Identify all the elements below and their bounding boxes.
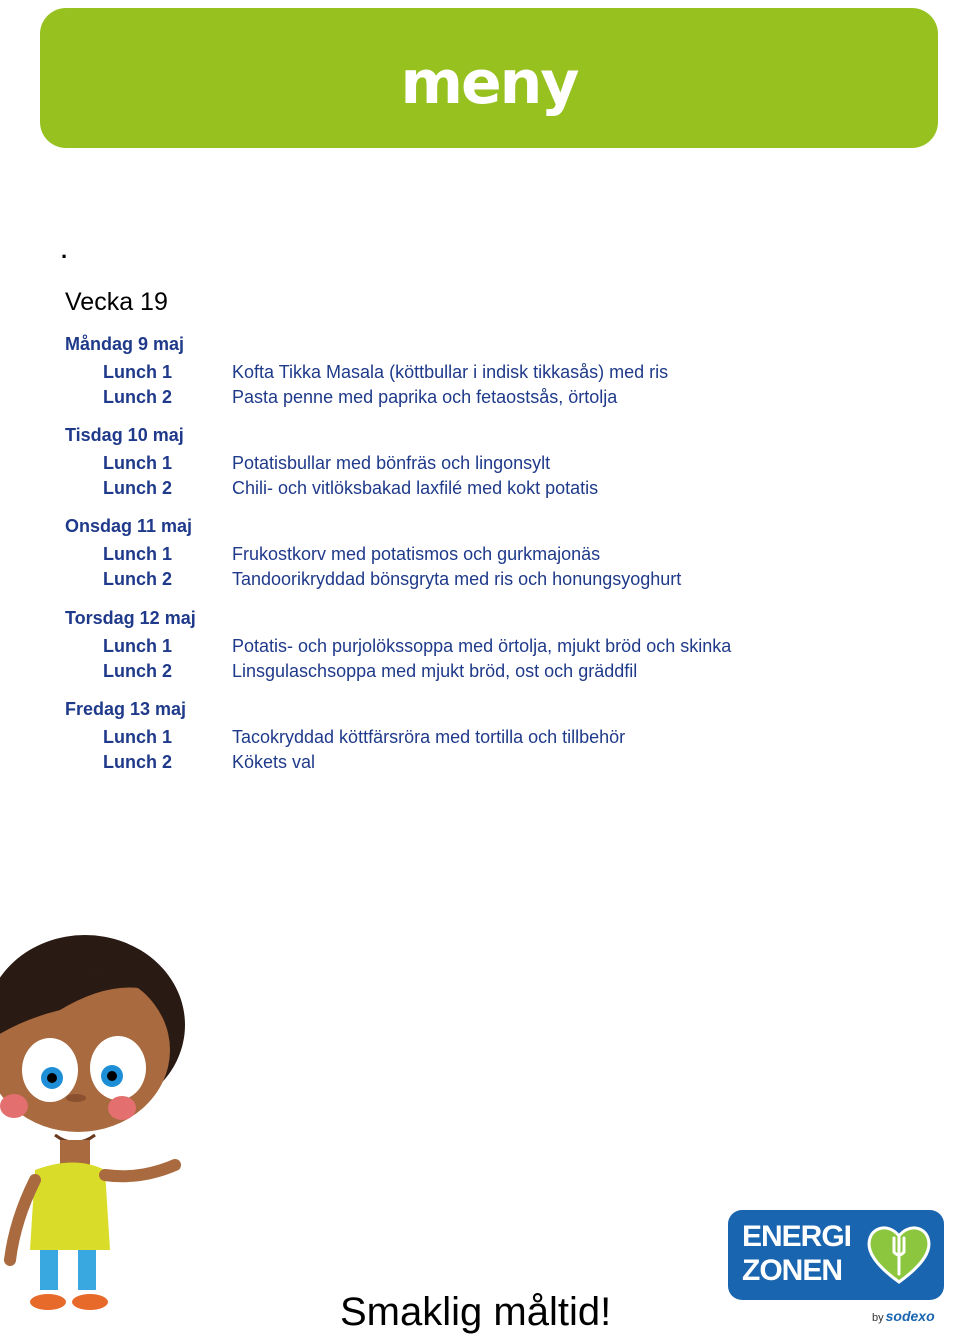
logo-line-1: ENERGI [742,1220,852,1253]
lunch-1-label: Lunch 1 [103,453,173,473]
week-title: Vecka 19 [65,288,168,316]
lunch-2-dish: Chili- och vitlöksbakad laxfilé med kokt potatis [232,478,599,498]
lunch-2-dish: Tandoorikryddad bönsgryta med ris och honungsyoghurt [232,569,682,589]
lunch-2-dish: Pasta penne med paprika och fetaostsås, örtolja [232,387,618,407]
lunch-2-label: Lunch 2 [103,478,173,498]
day-name: Fredag 13 maj [65,699,187,719]
heart-fork-icon [864,1218,934,1288]
header-banner [40,8,938,148]
day-name: Tisdag 10 maj [65,425,184,445]
lunch-1-label: Lunch 1 [103,362,173,382]
marker-dot: . [61,238,68,263]
lunch-1-label: Lunch 1 [103,636,173,656]
day-name: Onsdag 11 maj [65,516,193,536]
lunch-2-label: Lunch 2 [103,569,173,589]
sodexo-byline [872,1308,935,1324]
lunch-1-dish: Potatis- och purjolökssoppa med örtolja, mjukt bröd och skinka [232,636,732,656]
enjoy-meal-message: Smaklig måltid! [340,1290,612,1334]
girl-mascot-illustration [0,930,200,1320]
lunch-1-label: Lunch 1 [103,727,173,747]
logo-line-2: ZONEN [742,1254,842,1287]
sodexo-brand: sodexo [885,1308,935,1324]
lunch-1-dish: Tacokryddad köttfärsröra med tortilla och tillbehör [232,727,626,747]
banner-title: meny [400,48,578,118]
lunch-2-dish: Kökets val [232,752,316,772]
byline-by: by [872,1312,884,1324]
lunch-1-dish: Potatisbullar med bönfräs och lingonsylt [232,453,551,473]
lunch-1-dish: Frukostkorv med potatismos och gurkmajonäs [232,544,601,564]
day-name: Torsdag 12 maj [65,608,196,628]
energi-zonen-logo [728,1210,944,1300]
lunch-2-dish: Linsgulaschsoppa med mjukt bröd, ost och gräddfil [232,661,638,681]
lunch-1-label: Lunch 1 [103,544,173,564]
lunch-1-dish: Kofta Tikka Masala (köttbullar i indisk tikkasås) med ris [232,362,669,382]
lunch-2-label: Lunch 2 [103,661,173,681]
lunch-2-label: Lunch 2 [103,752,173,772]
day-name: Måndag 9 maj [65,334,185,354]
lunch-2-label: Lunch 2 [103,387,173,407]
